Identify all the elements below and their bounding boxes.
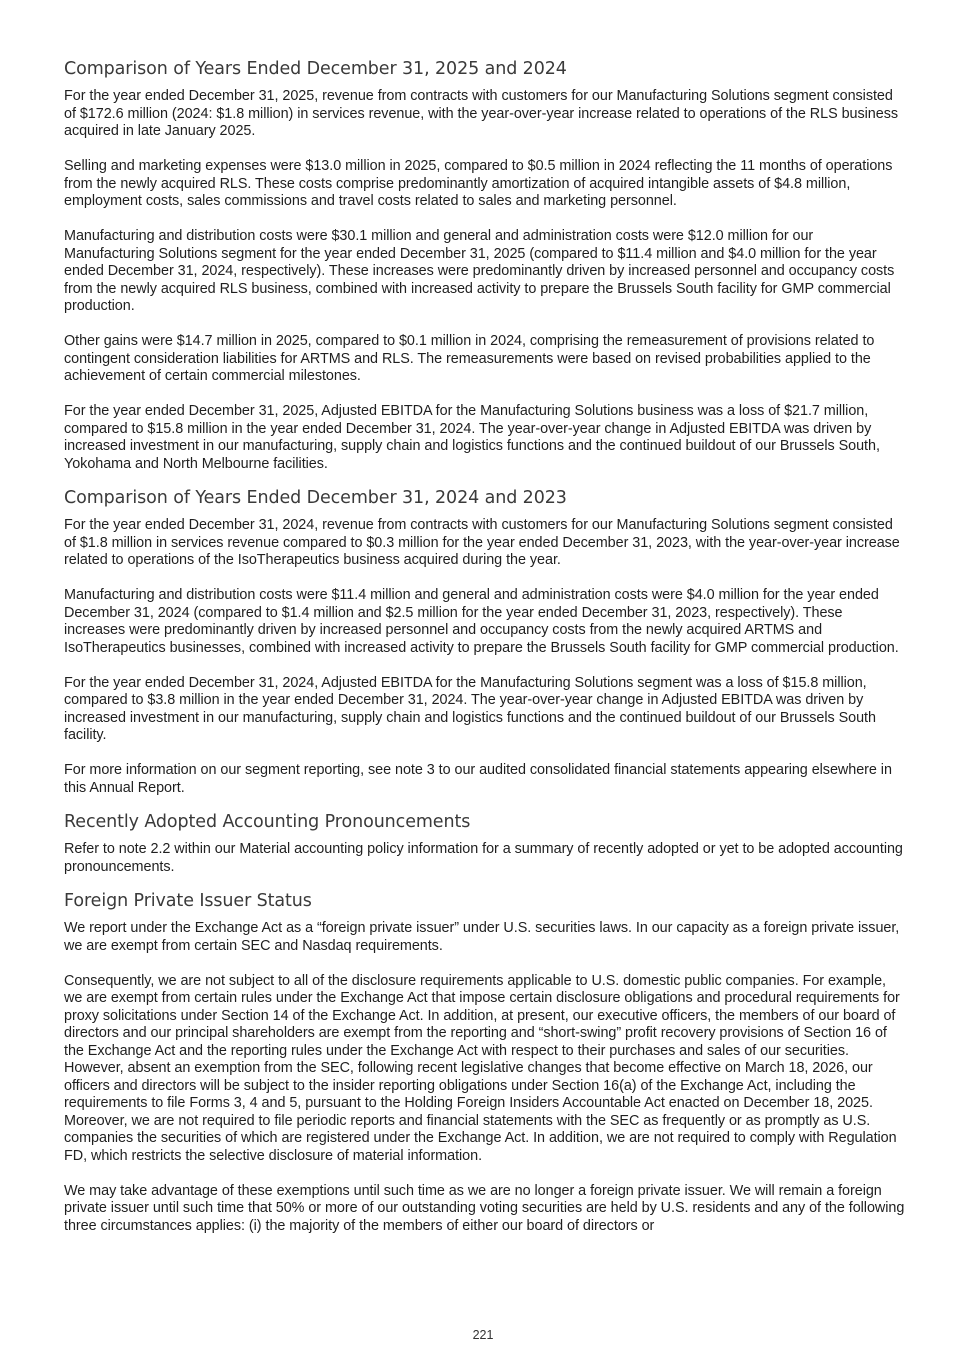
paragraph: For the year ended December 31, 2024, revenue from contracts with customers for our Manufacturing Solutions segment consisted of $1.8 million in services revenue compared to $0.3 million for the year ended December 31, 2023, with the year-over-year increase related to operations of the IsoTherapeutics business acquired during the year. bbox=[64, 517, 900, 568]
paragraph: We report under the Exchange Act as a “foreign private issuer” under U.S. securities laws. In our capacity as a foreign private issuer, we are exempt from certain SEC and Nasdaq requirements. bbox=[64, 920, 900, 954]
document-page bbox=[64, 58, 906, 1235]
paragraph: Other gains were $14.7 million in 2025, compared to $0.1 million in 2024, comprising the remeasurement of provisions related to contingent consideration liabilities for ARTMS and RLS. The remeasurements were based on revised probabilities applied to the achievement of certain commercial milestones. bbox=[64, 333, 875, 384]
paragraph: For the year ended December 31, 2025, Adjusted EBITDA for the Manufacturing Solutions business was a loss of $21.7 million, compared to $15.8 million in the year ended December 31, 2024. The year-over-year change in Adjusted EBITDA was driven by increased investment in our manufacturing, supply chain and logistics functions and the continued buildout of our Brussels South, Yokohama and North Melbourne facilities. bbox=[64, 403, 880, 472]
paragraph: Consequently, we are not subject to all of the disclosure requirements applicable to U.S. domestic public companies. For example, we are exempt from certain rules under the Exchange Act that impose certain disclosure obligations and procedural requirements for proxy solicitations under Section 14 of the Exchange Act. In addition, at present, our executive officers, the members of our board of directors and our principal shareholders are exempt from the reporting and “short-swing” profit recovery provisions of Section 16 of the Exchange Act and the reporting rules under the Exchange Act with respect to their purchases and sales of our securities. However, absent an exemption from the SEC, following recent legislative changes that become effective on March 18, 2026, our officers and directors will be subject to the insider reporting obligations under Section 16(a) of the Exchange Act, including the requirements to file Forms 3, 4 and 5, pursuant to the Holding Foreign Insiders Accountable Act enacted on December 18, 2025. Moreover, we are not required to file periodic reports and financial statements with the SEC as frequently or as promptly as U.S. companies the securities of which are registered under the Exchange Act. In addition, we are not required to comply with Regulation FD, which restricts the selective disclosure of material information. bbox=[64, 972, 900, 1164]
paragraph: Manufacturing and distribution costs were $30.1 million and general and administration costs were $12.0 million for our Manufacturing Solutions segment for the year ended December 31, 2025 (compared to $11.4 million and $4.0 million for the year ended December 31, 2024, respectively). These increases were predominantly driven by increased personnel and occupancy costs from the newly acquired RLS business, combined with increased activity to prepare the Brussels South facility for GMP commercial production. bbox=[64, 228, 895, 314]
section-heading-2024-vs-2023: Comparison of Years Ended December 31, 2024 and 2023 bbox=[64, 488, 567, 508]
paragraph: Selling and marketing expenses were $13.0 million in 2025, compared to $0.5 million in 2024 reflecting the 11 months of operations from the newly acquired RLS. These costs comprise predominantly amortization of acquired intangible assets of $4.8 million, employment costs, sales commissions and travel costs related to sales and marketing personnel. bbox=[64, 158, 893, 209]
paragraph: For more information on our segment reporting, see note 3 to our audited consolidated financial statements appearing elsewhere in this Annual Report. bbox=[64, 762, 892, 796]
paragraph: For the year ended December 31, 2024, Adjusted EBITDA for the Manufacturing Solutions segment was a loss of $15.8 million, compared to $3.8 million in the year ended December 31, 2024. The year-over-year change in Adjusted EBITDA was driven by increased investment in our manufacturing, supply chain and logistics functions and the continued buildout of our Brussels South facility. bbox=[64, 674, 876, 743]
paragraph: Refer to note 2.2 within our Material accounting policy information for a summary of recently adopted or yet to be adopted accounting pronouncements. bbox=[64, 841, 903, 875]
paragraph: We may take advantage of these exemptions until such time as we are no longer a foreign private issuer. We will remain a foreign private issuer until such time that 50% or more of our outstanding voting securities are held by U.S. residents and any of the following three circumstances applies: (i) the majority of the members of either our board of directors or bbox=[64, 1182, 905, 1234]
paragraph: Manufacturing and distribution costs were $11.4 million and general and administration costs were $4.0 million for the year ended December 31, 2024 (compared to $1.4 million and $2.5 million for the year ended December 31, 2023, respectively). These increases were predominantly driven by increased personnel and occupancy costs from the newly acquired ARTMS and IsoTherapeutics businesses, combined with increased activity to prepare the Brussels South facility for GMP commercial production. bbox=[64, 587, 899, 656]
section-heading-foreign-private-issuer: Foreign Private Issuer Status bbox=[64, 891, 312, 911]
section-heading-2025-vs-2024: Comparison of Years Ended December 31, 2025 and 2024 bbox=[64, 59, 567, 79]
section-heading-accounting-pronouncements: Recently Adopted Accounting Pronouncements bbox=[64, 812, 471, 832]
page-number: 221 bbox=[472, 1328, 494, 1342]
paragraph: For the year ended December 31, 2025, revenue from contracts with customers for our Manufacturing Solutions segment consisted of $172.6 million (2024: $1.8 million) in services revenue, with the year-over-year increase related to operations of the RLS business acquired in late January 2025. bbox=[64, 88, 898, 139]
